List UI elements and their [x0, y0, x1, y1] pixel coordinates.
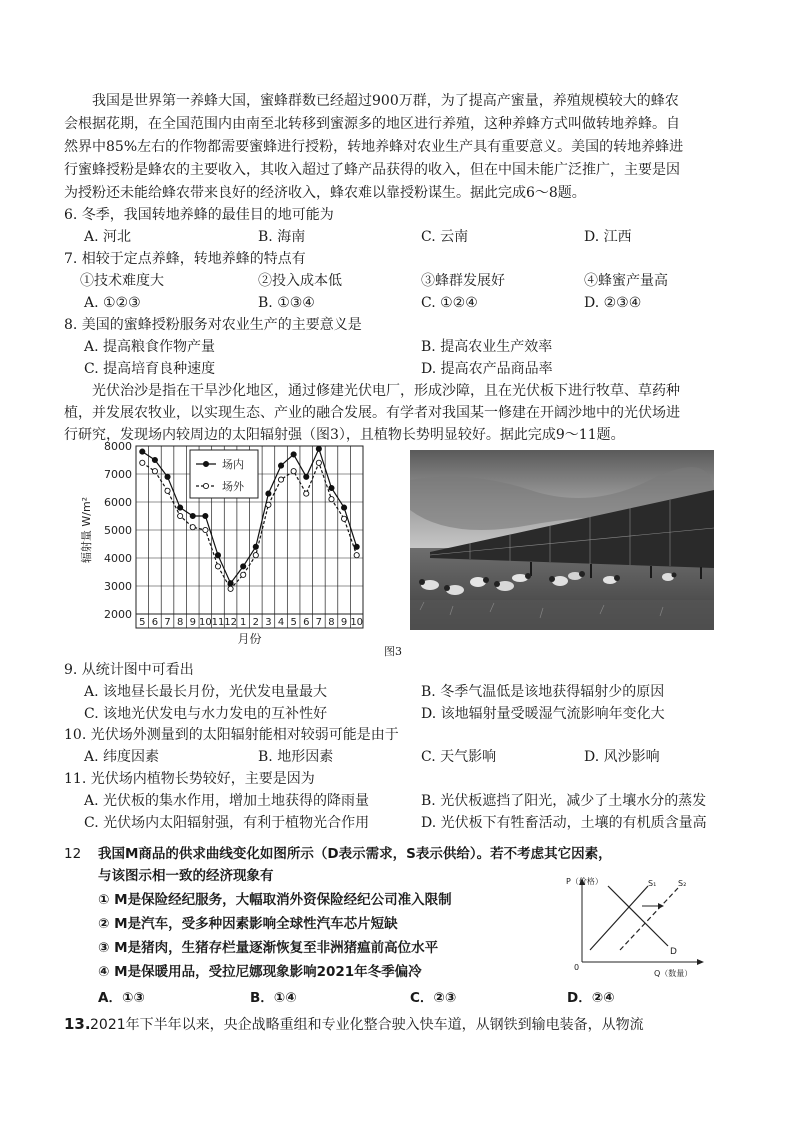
data-point-outside — [329, 497, 334, 502]
x-tick-label: 6 — [303, 617, 310, 628]
data-point-outside — [354, 553, 359, 558]
data-point-outside — [190, 525, 195, 530]
legend-marker — [203, 461, 208, 466]
data-point-outside — [291, 469, 296, 474]
data-point-outside — [304, 491, 309, 496]
q7-option-c[interactable]: C. ①②④ — [421, 295, 478, 311]
x-tick-label: 9 — [189, 617, 196, 628]
s2-label: S₂ — [678, 879, 687, 888]
data-point-inside — [341, 505, 346, 510]
q12-item: ④ M是保暖用品，受拉尼娜现象影响2021年冬季偏冷 — [98, 964, 422, 980]
question-11-stem: 11. 光伏场内植物长势较好，主要是因为 — [64, 771, 315, 787]
passage-line: 我国是世界第一养蜂大国，蜜蜂群数已经超过900万群，为了提高产蜜量，养殖规模较大的蜂农 — [92, 93, 679, 109]
y-tick-label: 7000 — [104, 468, 132, 481]
data-point-outside — [152, 469, 157, 474]
supply-curve-s2 — [620, 888, 678, 950]
question-13-text: 2021年下半年以来，央企战略重组和专业化整合驶入快车道，从钢铁到输电装备，从物流 — [90, 1017, 644, 1033]
figure-caption: 图3 — [384, 645, 402, 658]
x-tick-label: 10 — [350, 617, 364, 628]
q6-option-a[interactable]: A. 河北 — [84, 229, 132, 245]
y-tick-label: 4000 — [104, 552, 132, 565]
data-point-outside — [165, 488, 170, 493]
supply-demand-graph — [560, 874, 710, 982]
question-12-stem: 我国M商品的供求曲线变化如图所示（D表示需求，S表示供给）。若不考虑其它因素， — [98, 846, 612, 862]
data-point-outside — [266, 502, 271, 507]
q12-option-d[interactable]: D．②④ — [567, 990, 615, 1006]
q7-item: ④蜂蜜产量高 — [584, 273, 668, 289]
legend-marker — [203, 483, 208, 488]
y-tick-label: 3000 — [104, 580, 132, 593]
data-point-outside — [241, 572, 246, 577]
origin-label: 0 — [574, 963, 580, 972]
q8-option-d[interactable]: D. 提高农产品商品率 — [421, 361, 553, 377]
data-point-outside — [278, 477, 283, 482]
x-tick-label: 8 — [176, 617, 184, 628]
q7-item: ③蜂群发展好 — [421, 273, 505, 289]
x-axis-title: 月份 — [237, 632, 262, 646]
data-point-inside — [291, 452, 296, 457]
q10-option-a[interactable]: A. 纬度因素 — [84, 749, 160, 765]
q7-option-b[interactable]: B. ①③④ — [258, 295, 315, 311]
x-tick-label: 5 — [290, 617, 297, 628]
passage-line: 植，并发展农牧业，以实现生态、产业的融合发展。有学者对我国某一修建在开阔沙地中的光伏场进 — [64, 405, 680, 421]
q11-option-a[interactable]: A. 光伏板的集水作用，增加土地获得的降雨量 — [84, 793, 370, 809]
data-point-inside — [178, 505, 183, 510]
y-tick-label: 8000 — [104, 440, 132, 453]
question-7-stem: 7. 相较于定点养蜂，转地养蜂的特点有 — [64, 251, 306, 267]
question-12-stem: 与该图示相一致的经济现象有 — [98, 868, 274, 884]
radiation-chart — [78, 440, 378, 650]
demand-curve — [608, 886, 668, 946]
q11-option-b[interactable]: B. 光伏板遮挡了阳光，减少了土壤水分的蒸发 — [421, 793, 707, 809]
data-point-inside — [266, 491, 271, 496]
q12-item: ② M是汽车，受多种因素影响全球性汽车芯片短缺 — [98, 916, 398, 932]
x-tick-label: 1 — [240, 617, 247, 628]
x-tick-label: 6 — [151, 617, 159, 628]
data-point-inside — [253, 544, 258, 549]
q7-option-a[interactable]: A. ①②③ — [84, 295, 141, 311]
radiation-chart-svg — [78, 440, 378, 650]
quantity-axis-label: Q（数量） — [654, 969, 693, 978]
y-tick-label: 5000 — [104, 524, 132, 537]
data-point-inside — [228, 581, 233, 586]
x-tick-label: 7 — [164, 617, 171, 628]
data-point-outside — [215, 564, 220, 569]
data-point-inside — [165, 474, 170, 479]
solar-farm-photo — [410, 450, 714, 630]
q11-option-d[interactable]: D. 光伏板下有牲畜活动，土壤的有机质含量高 — [421, 815, 707, 831]
question-6-stem: 6. 冬季，我国转地养蜂的最佳目的地可能为 — [64, 207, 334, 223]
s1-label: S₁ — [648, 879, 657, 888]
q10-option-b[interactable]: B. 地形因素 — [258, 749, 334, 765]
q7-option-d[interactable]: D. ②③④ — [584, 295, 642, 311]
price-axis-label: P（价格） — [566, 877, 603, 886]
q8-option-c[interactable]: C. 提高培育良种速度 — [84, 361, 216, 377]
data-point-inside — [304, 474, 309, 479]
data-point-inside — [203, 513, 208, 518]
d-label: D — [670, 947, 677, 957]
q6-option-b[interactable]: B. 海南 — [258, 229, 306, 245]
y-axis-title: 辐射量 W/m² — [80, 496, 93, 564]
question-8-stem: 8. 美国的蜜蜂授粉服务对农业生产的主要意义是 — [64, 317, 362, 333]
q6-option-c[interactable]: C. 云南 — [421, 229, 469, 245]
x-tick-label: 2 — [252, 617, 259, 628]
data-point-outside — [228, 586, 233, 591]
q12-option-b[interactable]: B．①④ — [250, 990, 297, 1006]
question-10-stem: 10. 光伏场外测量到的太阳辐射能相对较弱可能是由于 — [64, 727, 399, 743]
data-point-inside — [354, 544, 359, 549]
y-tick-label: 6000 — [104, 496, 132, 509]
q9-option-c[interactable]: C. 该地光伏发电与水力发电的互补性好 — [84, 706, 328, 722]
q8-option-a[interactable]: A. 提高粮食作物产量 — [84, 339, 216, 355]
data-point-inside — [241, 564, 246, 569]
x-tick-label: 10 — [198, 617, 212, 628]
x-tick-label: 9 — [340, 617, 348, 628]
data-point-outside — [140, 460, 145, 465]
x-tick-label: 5 — [139, 617, 146, 628]
q6-option-d[interactable]: D. 江西 — [584, 229, 632, 245]
x-tick-label: 7 — [315, 617, 323, 628]
data-point-inside — [140, 449, 145, 454]
x-tick-label: 4 — [277, 617, 285, 628]
q10-option-d[interactable]: D. 风沙影响 — [584, 749, 660, 765]
question-9-stem: 9. 从统计图中可看出 — [64, 662, 194, 678]
q7-item: ①技术难度大 — [80, 273, 164, 289]
legend-label: 场内 — [222, 458, 244, 471]
passage-line: 光伏治沙是指在干旱沙化地区，通过修建光伏电厂，形成沙障，且在光伏板下进行牧草、草药种 — [92, 383, 680, 399]
data-point-outside — [316, 460, 321, 465]
question-13-number: 13. — [64, 1015, 91, 1033]
solar-farm-image — [410, 450, 714, 630]
data-point-inside — [329, 485, 334, 490]
data-point-outside — [253, 553, 258, 558]
q10-option-c[interactable]: C. 天气影响 — [421, 749, 497, 765]
data-point-inside — [152, 457, 157, 462]
q9-option-b[interactable]: B. 冬季气温低是该地获得辐射少的原因 — [421, 684, 665, 700]
passage-line: 行蜜蜂授粉是蜂农的主要收入，其收入超过了蜂产品获得的收入，但在中国未能广泛推广，主要是因 — [64, 162, 680, 178]
passage-line: 为授粉还未能给蜂农带来良好的经济收入，蜂农难以靠授粉谋生。据此完成6～8题。 — [64, 185, 586, 201]
q12-item: ① M是保险经纪服务，大幅取消外资保险经纪公司准入限制 — [98, 892, 452, 908]
x-tick-label: 8 — [328, 617, 335, 628]
data-point-outside — [203, 527, 208, 532]
q9-option-d[interactable]: D. 该地辐射量受暖湿气流影响年变化大 — [421, 706, 665, 722]
data-point-inside — [278, 463, 283, 468]
data-point-inside — [316, 446, 321, 451]
q12-option-a[interactable]: A．①③ — [98, 990, 145, 1006]
x-tick-label: 3 — [265, 617, 272, 628]
question-12-number: 12 — [64, 846, 82, 862]
data-point-outside — [341, 516, 346, 521]
q8-option-b[interactable]: B. 提高农业生产效率 — [421, 339, 553, 355]
q11-option-c[interactable]: C. 光伏场内太阳辐射强，有利于植物光合作用 — [84, 815, 370, 831]
passage-line: 会根据花期，在全国范围内由南至北转移到蜜源多的地区进行养殖，这种养蜂方式叫做转地养蜂。自 — [64, 116, 680, 132]
y-tick-label: 2000 — [104, 608, 132, 621]
passage-line: 然界中85%左右的作物都需要蜜蜂进行授粉，转地养蜂对农业生产具有重要意义。美国的转地养蜂进 — [64, 139, 684, 155]
q9-option-a[interactable]: A. 该地昼长最长月份，光伏发电量最大 — [84, 684, 328, 700]
q7-item: ②投入成本低 — [258, 273, 342, 289]
data-point-inside — [190, 513, 195, 518]
legend-label: 场外 — [222, 480, 244, 493]
data-point-inside — [215, 553, 220, 558]
x-tick-label: 11 — [211, 617, 225, 628]
passage-line: 行研究，发现场内较周边的太阳辐射强（图3），且植物长势明显较好。据此完成9～11题。 — [64, 427, 625, 443]
q12-option-c[interactable]: C．②③ — [410, 990, 457, 1006]
q12-item: ③ M是猪肉，生猪存栏量逐渐恢复至非洲猪瘟前高位水平 — [98, 940, 439, 956]
data-point-outside — [178, 513, 183, 518]
x-tick-label: 12 — [224, 617, 237, 628]
